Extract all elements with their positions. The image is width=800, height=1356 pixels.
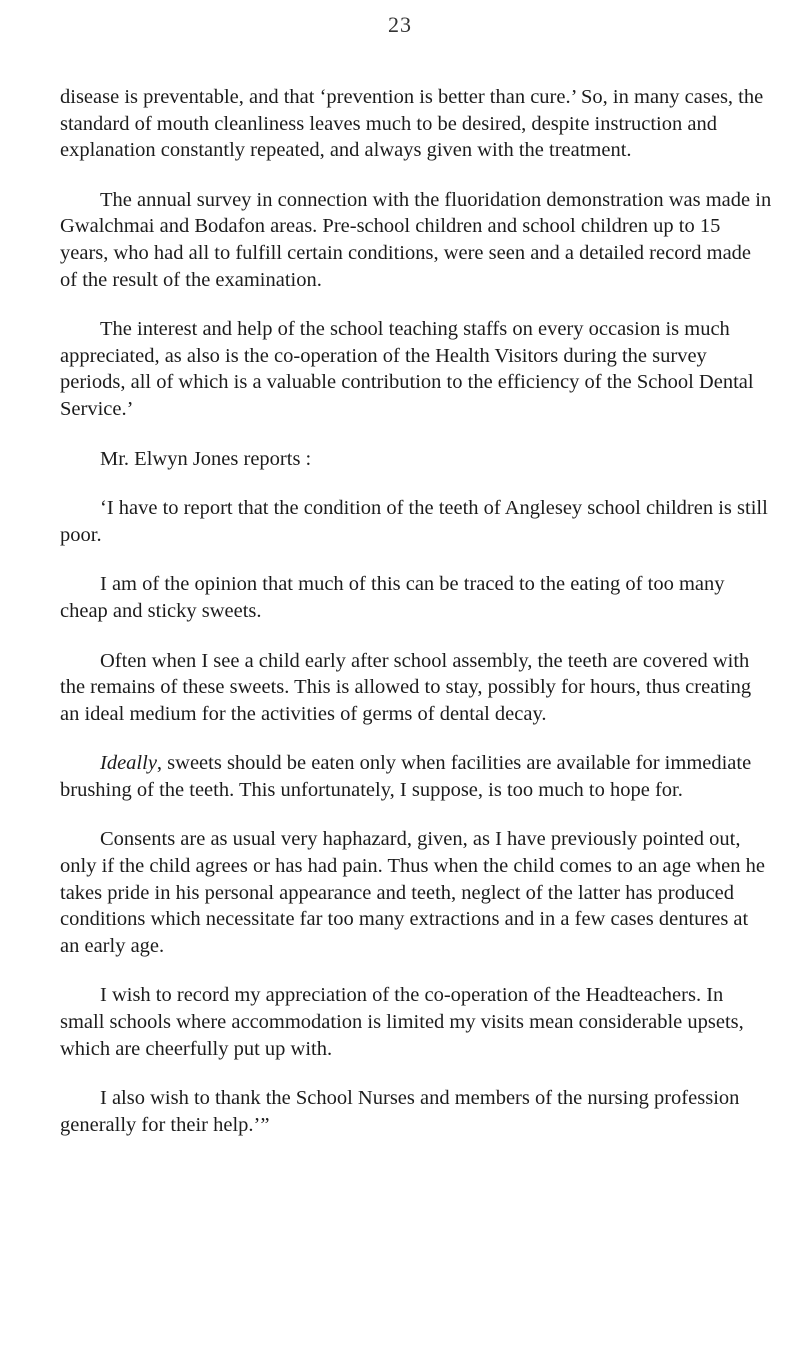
paragraph-3: The interest and help of the school teaching staffs on every occasion is much appreciated, as also is the co-operation of the Health Visitors during the survey periods, all of which is a valuable contribution to the efficiency of the School Dental Service.’ [60,318,754,420]
paragraph-2: The annual survey in connection with the fluoridation demonstration was made in Gwalchmai and Bodafon areas. Pre-school children and school children up to 15 years, who had all to fulfill certain conditions, were seen and a detailed record made of the result of the examination. [60,188,772,291]
italic-word: Ideally [100,752,157,775]
paragraph-7: Often when I see a child early after school assembly, the teeth are covered with the remains of these sweets. This is allowed to stay, possibly for hours, thus creating an ideal medium for the activities of germs of dental decay. [60,649,752,725]
paragraph-8 [60,750,772,803]
paragraph-4: Mr. Elwyn Jones reports : [100,447,312,470]
paragraph-6: I am of the opinion that much of this can be traced to the eating of too many cheap and sticky sweets. [60,573,725,622]
page-number: 23 [388,12,412,37]
paragraph-8-text: , sweets should be eaten only when facilities are available for immediate brushing of the teeth. This unfortunately, I suppose, is too much to hope for. [60,752,752,801]
paragraph-5: ‘I have to report that the condition of the teeth of Anglesey school children is still poor. [60,497,768,546]
paragraph-9: Consents are as usual very haphazard, given, as I have previously pointed out, only if the child agrees or has had pain. Thus when the child comes to an age when he takes pride in his personal appearance and teeth, neglect of the latter has produced conditions which necessitate far too many extractions and in a few cases dentures at an early age. [60,828,765,957]
body-text [60,84,772,1161]
paragraph-1: disease is preventable, and that ‘prevention is better than cure.’ So, in many cases, the standard of mouth cleanliness leaves much to be desired, despite instruction and explanation constantly repeated, and always given with the treatment. [60,86,764,162]
paragraph-11: I also wish to thank the School Nurses and members of the nursing profession generally for their help.’” [60,1087,740,1136]
paragraph-10: I wish to record my appreciation of the co-operation of the Headteachers. In small schools where accommodation is limited my visits mean considerable upsets, which are cheerfully put up with. [60,984,744,1060]
